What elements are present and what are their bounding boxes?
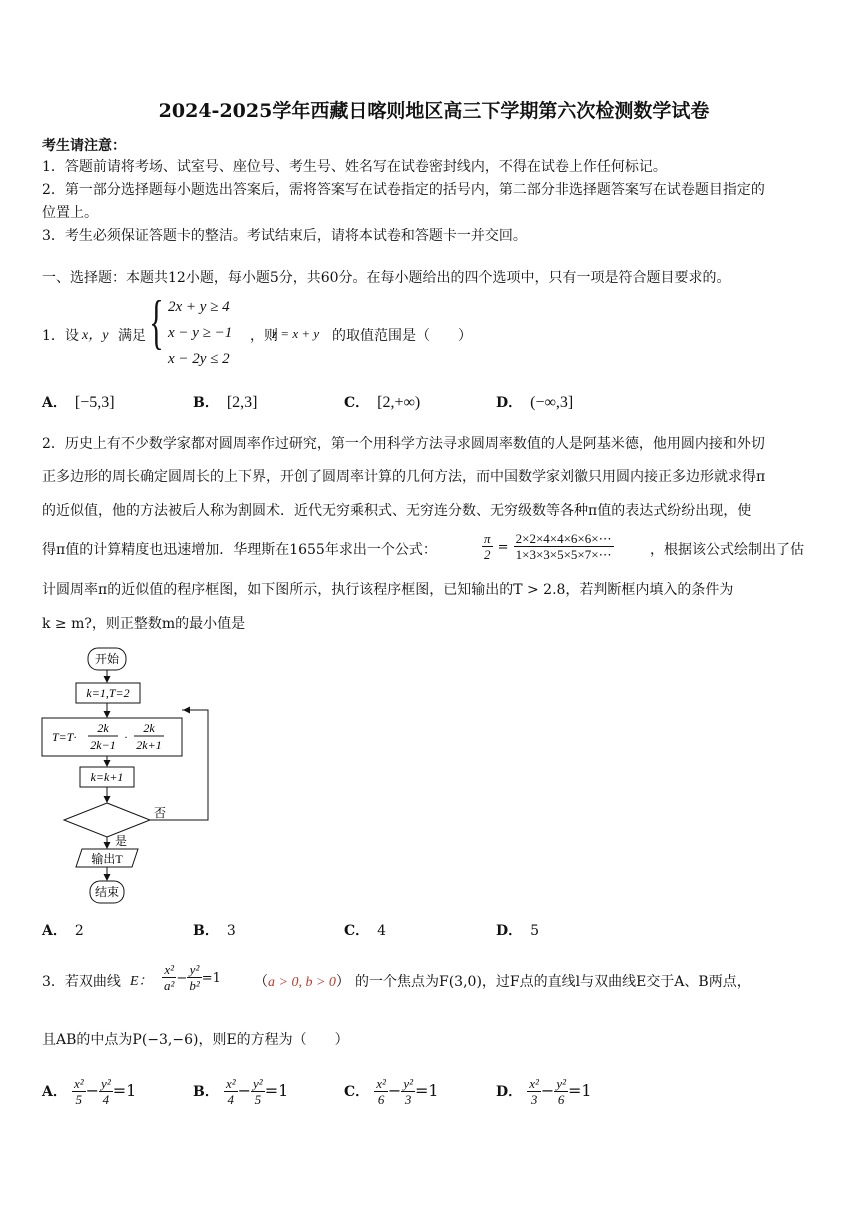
q3-prefix: 3．若双曲线 bbox=[42, 974, 121, 990]
page-title: 2024-2025学年西藏日喀则地区高三下学期第六次检测数学试卷 bbox=[158, 100, 710, 122]
flow-decision-node bbox=[64, 803, 150, 837]
q1-vars: x，y bbox=[82, 328, 109, 343]
flow-start-label: 开始 bbox=[94, 652, 120, 666]
flow-update-label: T=T· bbox=[52, 730, 77, 744]
q2-option-b: B． 3 bbox=[193, 923, 236, 939]
flow-output-label: 输出T bbox=[91, 852, 123, 866]
q1-sys-3: x − 2y ≤ 2 bbox=[168, 351, 230, 367]
q3-option-b: B． $\frac{\text{x²}}{4}$ − $\frac{\text{y²}}{5}$ =1 bbox=[193, 1076, 289, 1107]
q3-e: E： bbox=[130, 974, 153, 989]
q2-line4a: 得π值的计算精度也迅速增加．华理斯在1655年求出一个公式： bbox=[42, 542, 437, 558]
q1-expr: z = x + y bbox=[272, 326, 320, 341]
q1-option-a: A． [−5,3] bbox=[42, 394, 115, 411]
svg-text:·: · bbox=[124, 730, 128, 744]
q1-option-d: D． (−∞,3] bbox=[496, 394, 574, 411]
notice-item: 3．考生必须保证答题卡的整洁。考试结束后，请将本试卷和答题卡一并交回。 bbox=[42, 228, 527, 244]
svg-text:2k+1: 2k+1 bbox=[136, 738, 162, 752]
flow-yes-label: 是 bbox=[115, 834, 128, 848]
svg-text:2k: 2k bbox=[143, 721, 155, 735]
q1-sys-1: 2x + y ≥ 4 bbox=[168, 299, 230, 315]
q1-option-b: B． [2,3] bbox=[193, 394, 258, 411]
flow-end-label: 结束 bbox=[94, 885, 120, 899]
q1-brace: { bbox=[149, 289, 164, 355]
notice-item: 1．答题前请将考场、试室号、座位号、考生号、姓名写在试卷密封线内，不得在试卷上作任何标记。 bbox=[42, 159, 667, 175]
q2-line: 正多边形的周长确定圆周长的上下界，开创了圆周率计算的几何方法，而中国数学家刘徽只用圆内接正多边形就求得π bbox=[42, 469, 766, 485]
q1-option-c: C． [2,+∞) bbox=[344, 394, 421, 411]
q2-option-c: C． 4 bbox=[344, 923, 387, 939]
q3-equation: $\frac{\text{x²}}{\text{a²}}$ − $\frac{\text{y²}}{\text{b²}}$ =1 bbox=[164, 962, 221, 993]
notice-item: 2．第一部分选择题每小题选出答案后，需将答案写在试卷指定的括号内，第二部分非选择题答案写在试卷题目指定的 bbox=[42, 182, 765, 198]
q2-line: 的近似值，他的方法被后人称为割圆术．近代无穷乘积式、无穷连分数、无穷级数等各种π值的表达式纷纷出现，使 bbox=[42, 503, 752, 519]
q2-formula: $\frac{\pi}{2}$ = $\frac{2\times 2\times 4\times 4\times 6\times 6\times\cdots}{1\times 3\times 3\times 5\times 5\times 7\times\cdots}$ bbox=[484, 531, 612, 562]
notice-heading: 考生请注意： bbox=[42, 138, 126, 154]
svg-text:2k−1: 2k−1 bbox=[90, 738, 116, 752]
q3-line2: 且AB的中点为P(−3,−6)，则E的方程为（ ） bbox=[42, 1032, 349, 1048]
q2-option-d: D． 5 bbox=[496, 923, 540, 939]
q3-mid: 的一个焦点为F(3,0)，过F点的直线l与双曲线E交于A、B两点， bbox=[355, 974, 751, 990]
q1-then: ，则 bbox=[250, 328, 278, 344]
q2-line4b: ，根据该公式绘制出了估 bbox=[650, 542, 804, 558]
notice-item: 位置上。 bbox=[42, 205, 98, 221]
q2-line: 2．历史上有不少数学家都对圆周率作过研究，第一个用科学方法寻求圆周率数值的人是阿基米德，他用圆内接和外切 bbox=[42, 436, 765, 452]
flowchart bbox=[36, 642, 226, 912]
q2-line6: k ≥ m?，则正整数m的最小值是 bbox=[42, 616, 246, 632]
q2-line5: 计圆周率π的近似值的程序框图，如下图所示，执行该程序框图，已知输出的T > 2.8，若判断框内填入的条件为 bbox=[42, 582, 734, 598]
q1-mid: 满足 bbox=[118, 328, 146, 344]
q1-suffix: 的取值范围是（ ） bbox=[332, 328, 472, 344]
flow-no-label: 否 bbox=[154, 806, 167, 820]
flow-init-label: k=1,T=2 bbox=[86, 686, 130, 700]
svg-text:2k: 2k bbox=[97, 721, 109, 735]
q1-sys-2: x − y ≥ −1 bbox=[168, 325, 233, 341]
flow-inc-label: k=k+1 bbox=[90, 770, 124, 784]
section-heading: 一、选择题：本题共12小题，每小题5分，共60分。在每小题给出的四个选项中，只有一项是符合题目要求的。 bbox=[42, 270, 731, 286]
q3-option-d: D． $\frac{\text{x²}}{3}$ − $\frac{\text{y²}}{6}$ =1 bbox=[496, 1076, 592, 1107]
q3-option-c: C． $\frac{\text{x²}}{6}$ − $\frac{\text{y²}}{3}$ =1 bbox=[344, 1076, 439, 1107]
q3-cond: （a > 0, b > 0） bbox=[254, 974, 350, 990]
q3-option-a: A． $\frac{\text{x²}}{5}$ − $\frac{\text{y²}}{4}$ =1 bbox=[42, 1076, 137, 1107]
q1-prefix: 1．设 bbox=[42, 328, 79, 344]
q2-option-a: A． 2 bbox=[42, 923, 84, 939]
